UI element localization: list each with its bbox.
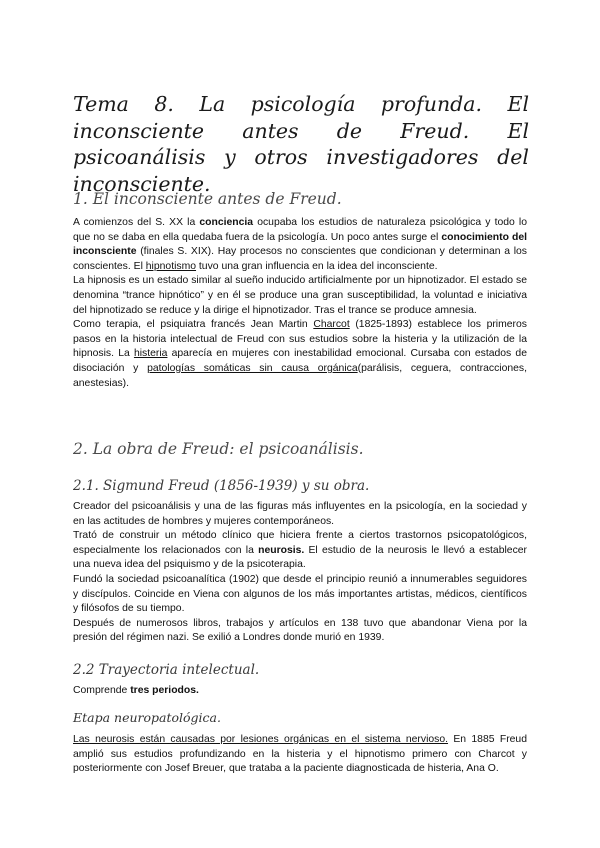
section-2-1-paragraph-2: Trató de construir un método clínico que hiciera frente a ciertos trastornos psicopatológicos, especialmente los relacionados con la neurosis. El estudio de la neurosis le llevó a establecer una nueva idea del psiquismo y de la psicoterapia. (73, 530, 528, 571)
section-2-1-body (73, 500, 527, 646)
page-title: Tema 8. La psicología profunda. El inconsciente antes de Freud. El psicoanálisis y otros investigadores del inconsciente. (73, 92, 529, 196)
section-2-1-heading: 2.1. Sigmund Freud (1856-1939) y su obra. (73, 478, 370, 494)
section-1-body (73, 216, 527, 391)
section-1-paragraph-1: A comienzos del S. XX la conciencia ocupaba los estudios de naturaleza psicológica y todo lo que no se daba en ella quedaba fuera de la psicología. Un poco antes surge el conocimiento del inconsciente (finales S. XIX). Hay procesos no conscientes que condicionan y determinan a los conscientes. El hipnotismo tuvo una gran influencia en la idea del inconsciente. (73, 217, 528, 272)
section-2-2-paragraph-1: Comprende tres periodos. (73, 685, 199, 696)
section-2-2-heading: 2.2 Trayectoria intelectual. (73, 662, 260, 678)
section-2-2-body (73, 684, 527, 699)
section-2-1-paragraph-3: Fundó la sociedad psicoanalítica (1902) que desde el principio reunió a innumerables seguidores y discípulos. Coincide en Viena con algunos de los más importantes artistas, médicos, científicos y filósofos de su tiempo. (73, 573, 527, 615)
stage-1-body (73, 733, 527, 777)
section-1-heading: 1. El inconsciente antes de Freud. (73, 190, 342, 208)
patologias-link: patologías somáticas sin causa orgánica (147, 362, 358, 374)
histeria-link: histeria (133, 348, 168, 360)
charcot-link: Charcot (313, 319, 350, 331)
stage-1-paragraph-1: Las neurosis están causadas por lesiones orgánicas en el sistema nervioso. En 1885 Freud amplió sus estudios profundizando en la histeria y el hipnotismo primero con Charcot y posteriormente con Josef Breuer, que trataba a la paciente diagnosticada de histeria, Ana O. (73, 734, 527, 775)
section-2-1-paragraph-4: Después de numerosos libros, trabajos y artículos en 138 tuvo que abandonar Viena por la presión del régimen nazi. Se exilió a Londres donde murió en 1939. (73, 617, 527, 644)
section-2-heading: 2. La obra de Freud: el psicoanálisis. (73, 440, 364, 458)
hipnotismo-link: hipnotismo (145, 260, 197, 272)
section-1-paragraph-2: La hipnosis es un estado similar al sueño inducido artificialmente por un hipnotizador. El estado se denomina “trance hipnótico” y en él se produce una gran susceptibilidad, la voluntad e iniciativa del hipnotizado se reduce y la dirige el hipnotizador. Tras el trance se produce amnesia. (73, 275, 527, 316)
section-2-1-paragraph-1: Creador del psicoanálisis y una de las figuras más influyentes en la psicología, en la sociedad y en las actitudes de hombres y mujeres contemporáneos. (73, 501, 527, 527)
section-1-paragraph-3: Como terapia, el psiquiatra francés Jean Martin Charcot (1825-1893) establece los primeros pasos en la historia intelectual de Freud con sus estudios sobre la histeria y la utilización de la hipnosis. La histeria aparecía en mujeres con inestabilidad emocional. Cursaba con estados de disociación y patologías somáticas sin causa orgánica(parálisis, ceguera, contracciones, anestesias). (73, 319, 527, 389)
stage-1-heading: Etapa neuropatológica. (73, 710, 221, 725)
